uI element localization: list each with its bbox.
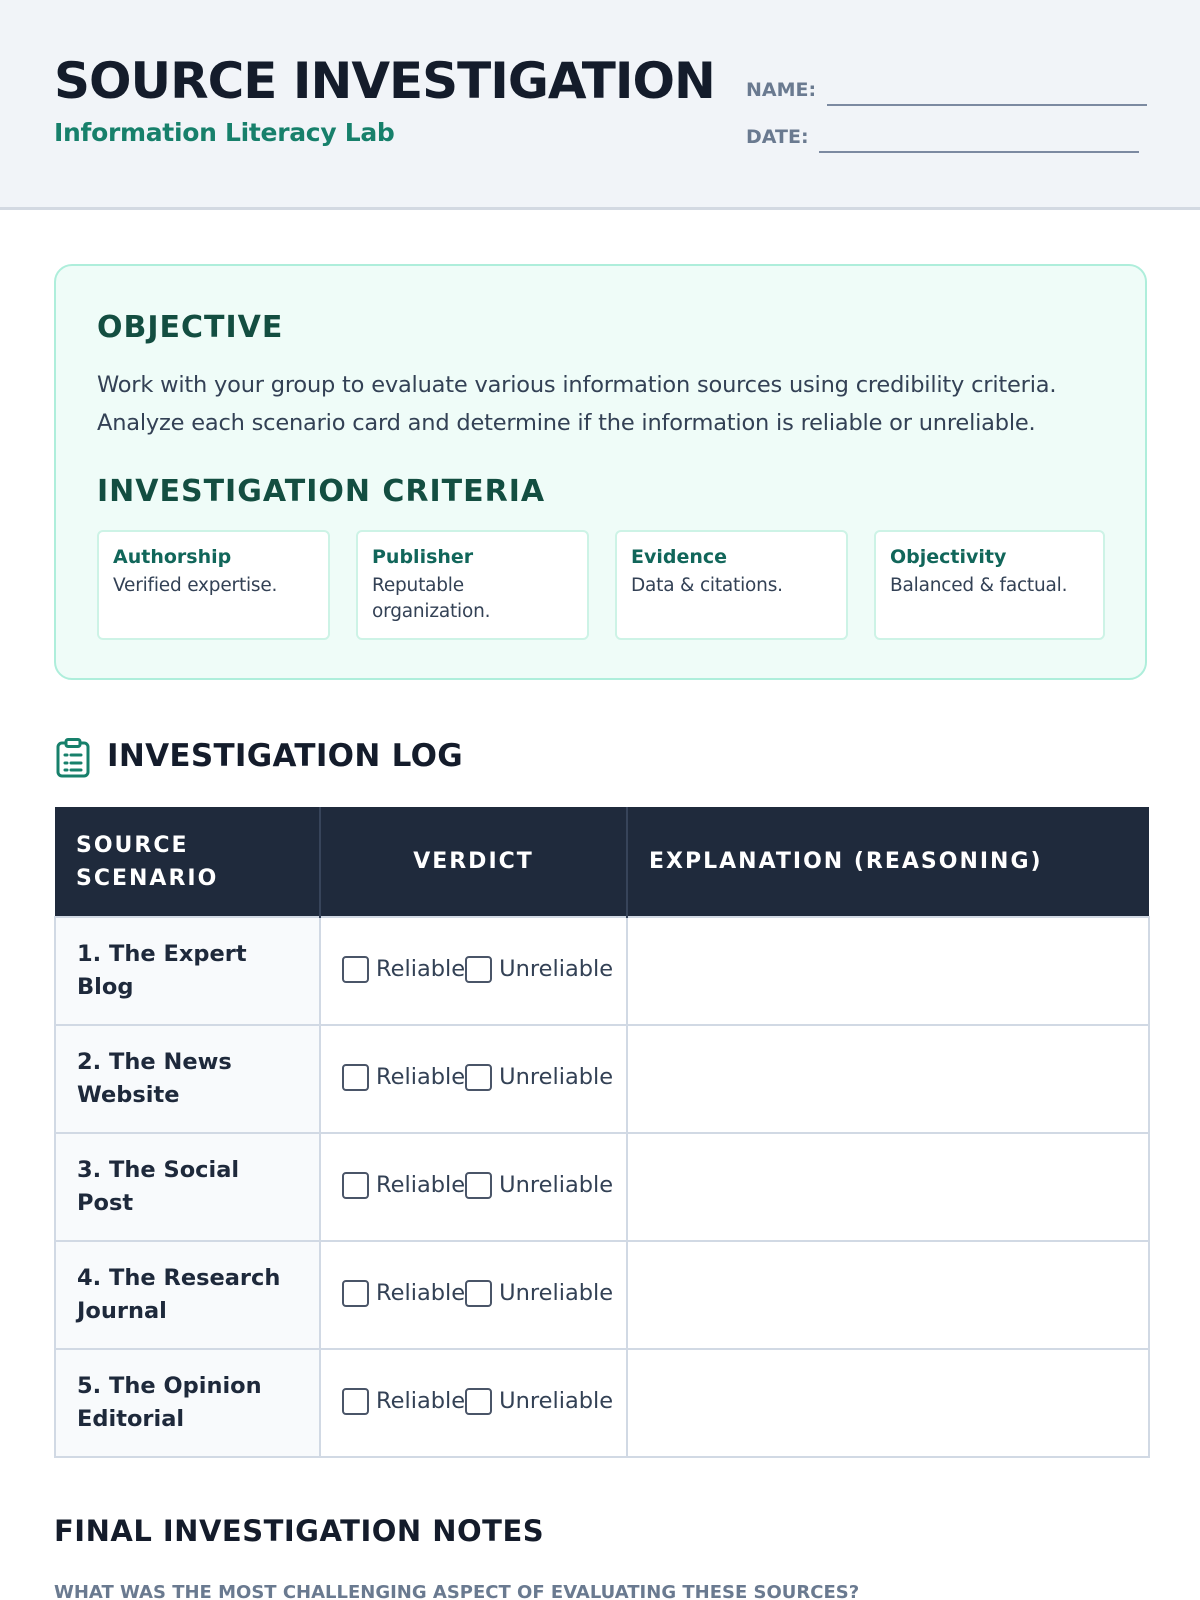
unreliable-option[interactable] [465,956,613,983]
reliable-option[interactable] [342,1064,465,1091]
column-header-explanation: EXPLANATION (REASONING) [627,807,1149,917]
page-subtitle: Information Literacy Lab [54,118,395,147]
reliable-option[interactable] [342,956,465,983]
reliable-label: Reliable [376,1280,466,1306]
reliable-checkbox[interactable] [342,1388,369,1415]
explanation-cell[interactable] [627,1349,1149,1457]
notes-heading: FINAL INVESTIGATION NOTES [54,1514,545,1548]
investigation-log-table [54,807,1150,1458]
unreliable-label: Unreliable [499,1172,614,1198]
criteria-card-publisher [356,530,589,640]
reliable-label: Reliable [376,1064,466,1090]
criteria-title: Authorship [113,546,232,568]
scenario-cell: 5. The Opinion Editorial [55,1349,320,1457]
criteria-title: Publisher [372,546,474,568]
reliable-option[interactable] [342,1172,465,1199]
criteria-heading: INVESTIGATION CRITERIA [97,474,546,509]
reliable-checkbox[interactable] [342,1064,369,1091]
unreliable-option[interactable] [465,1280,613,1307]
log-heading: INVESTIGATION LOG [107,738,463,774]
explanation-cell[interactable] [627,917,1149,1025]
column-header-source-scenario: SOURCE SCENARIO [55,807,320,917]
unreliable-label: Unreliable [499,1280,614,1306]
unreliable-checkbox[interactable] [465,1388,492,1415]
verdict-cell [320,917,627,1025]
unreliable-checkbox[interactable] [465,956,492,983]
clipboard-icon [56,738,90,778]
page-header [0,0,1200,210]
table-row [55,917,1149,1025]
explanation-cell[interactable] [627,1133,1149,1241]
column-header-verdict: VERDICT [320,807,627,917]
reliable-label: Reliable [376,1388,466,1414]
explanation-cell[interactable] [627,1025,1149,1133]
scenario-cell: 2. The News Website [55,1025,320,1133]
table-row [55,1349,1149,1457]
reliable-checkbox[interactable] [342,956,369,983]
table-row [55,1241,1149,1349]
criteria-desc: Data & citations. [631,575,783,596]
name-label: NAME: [746,79,817,101]
criteria-desc: Verified expertise. [113,575,278,596]
verdict-cell [320,1241,627,1349]
unreliable-option[interactable] [465,1388,613,1415]
criteria-desc: Reputable organization. [372,575,491,622]
criteria-card-evidence [615,530,848,640]
criteria-card-authorship [97,530,330,640]
table-header-row [55,807,1149,917]
reliable-option[interactable] [342,1280,465,1307]
criteria-card-objectivity [874,530,1105,640]
notes-prompt: WHAT WAS THE MOST CHALLENGING ASPECT OF EVALUATING THESE SOURCES? [54,1582,860,1600]
objective-panel [54,264,1147,680]
criteria-desc: Balanced & factual. [890,575,1068,596]
unreliable-option[interactable] [465,1064,613,1091]
unreliable-label: Unreliable [499,956,614,982]
verdict-cell [320,1025,627,1133]
unreliable-checkbox[interactable] [465,1172,492,1199]
reliable-label: Reliable [376,1172,466,1198]
objective-text: Work with your group to evaluate various information sources using credibility criteria. Analyze each scenario card and determine if the information is reliable or unreliable. [97,372,1057,436]
date-label: DATE: [746,126,809,148]
criteria-title: Objectivity [890,546,1007,568]
reliable-checkbox[interactable] [342,1172,369,1199]
scenario-cell: 4. The Research Journal [55,1241,320,1349]
criteria-title: Evidence [631,546,728,568]
table-row [55,1025,1149,1133]
scenario-cell: 1. The Expert Blog [55,917,320,1025]
name-field[interactable] [827,104,1147,106]
reliable-label: Reliable [376,956,466,982]
scenario-cell: 3. The Social Post [55,1133,320,1241]
page-title: SOURCE INVESTIGATION [54,52,715,110]
unreliable-option[interactable] [465,1172,613,1199]
reliable-checkbox[interactable] [342,1280,369,1307]
date-field[interactable] [819,151,1139,153]
unreliable-label: Unreliable [499,1064,614,1090]
unreliable-checkbox[interactable] [465,1064,492,1091]
unreliable-label: Unreliable [499,1388,614,1414]
table-row [55,1133,1149,1241]
objective-heading: OBJECTIVE [97,310,284,345]
unreliable-checkbox[interactable] [465,1280,492,1307]
verdict-cell [320,1349,627,1457]
reliable-option[interactable] [342,1388,465,1415]
verdict-cell [320,1133,627,1241]
explanation-cell[interactable] [627,1241,1149,1349]
